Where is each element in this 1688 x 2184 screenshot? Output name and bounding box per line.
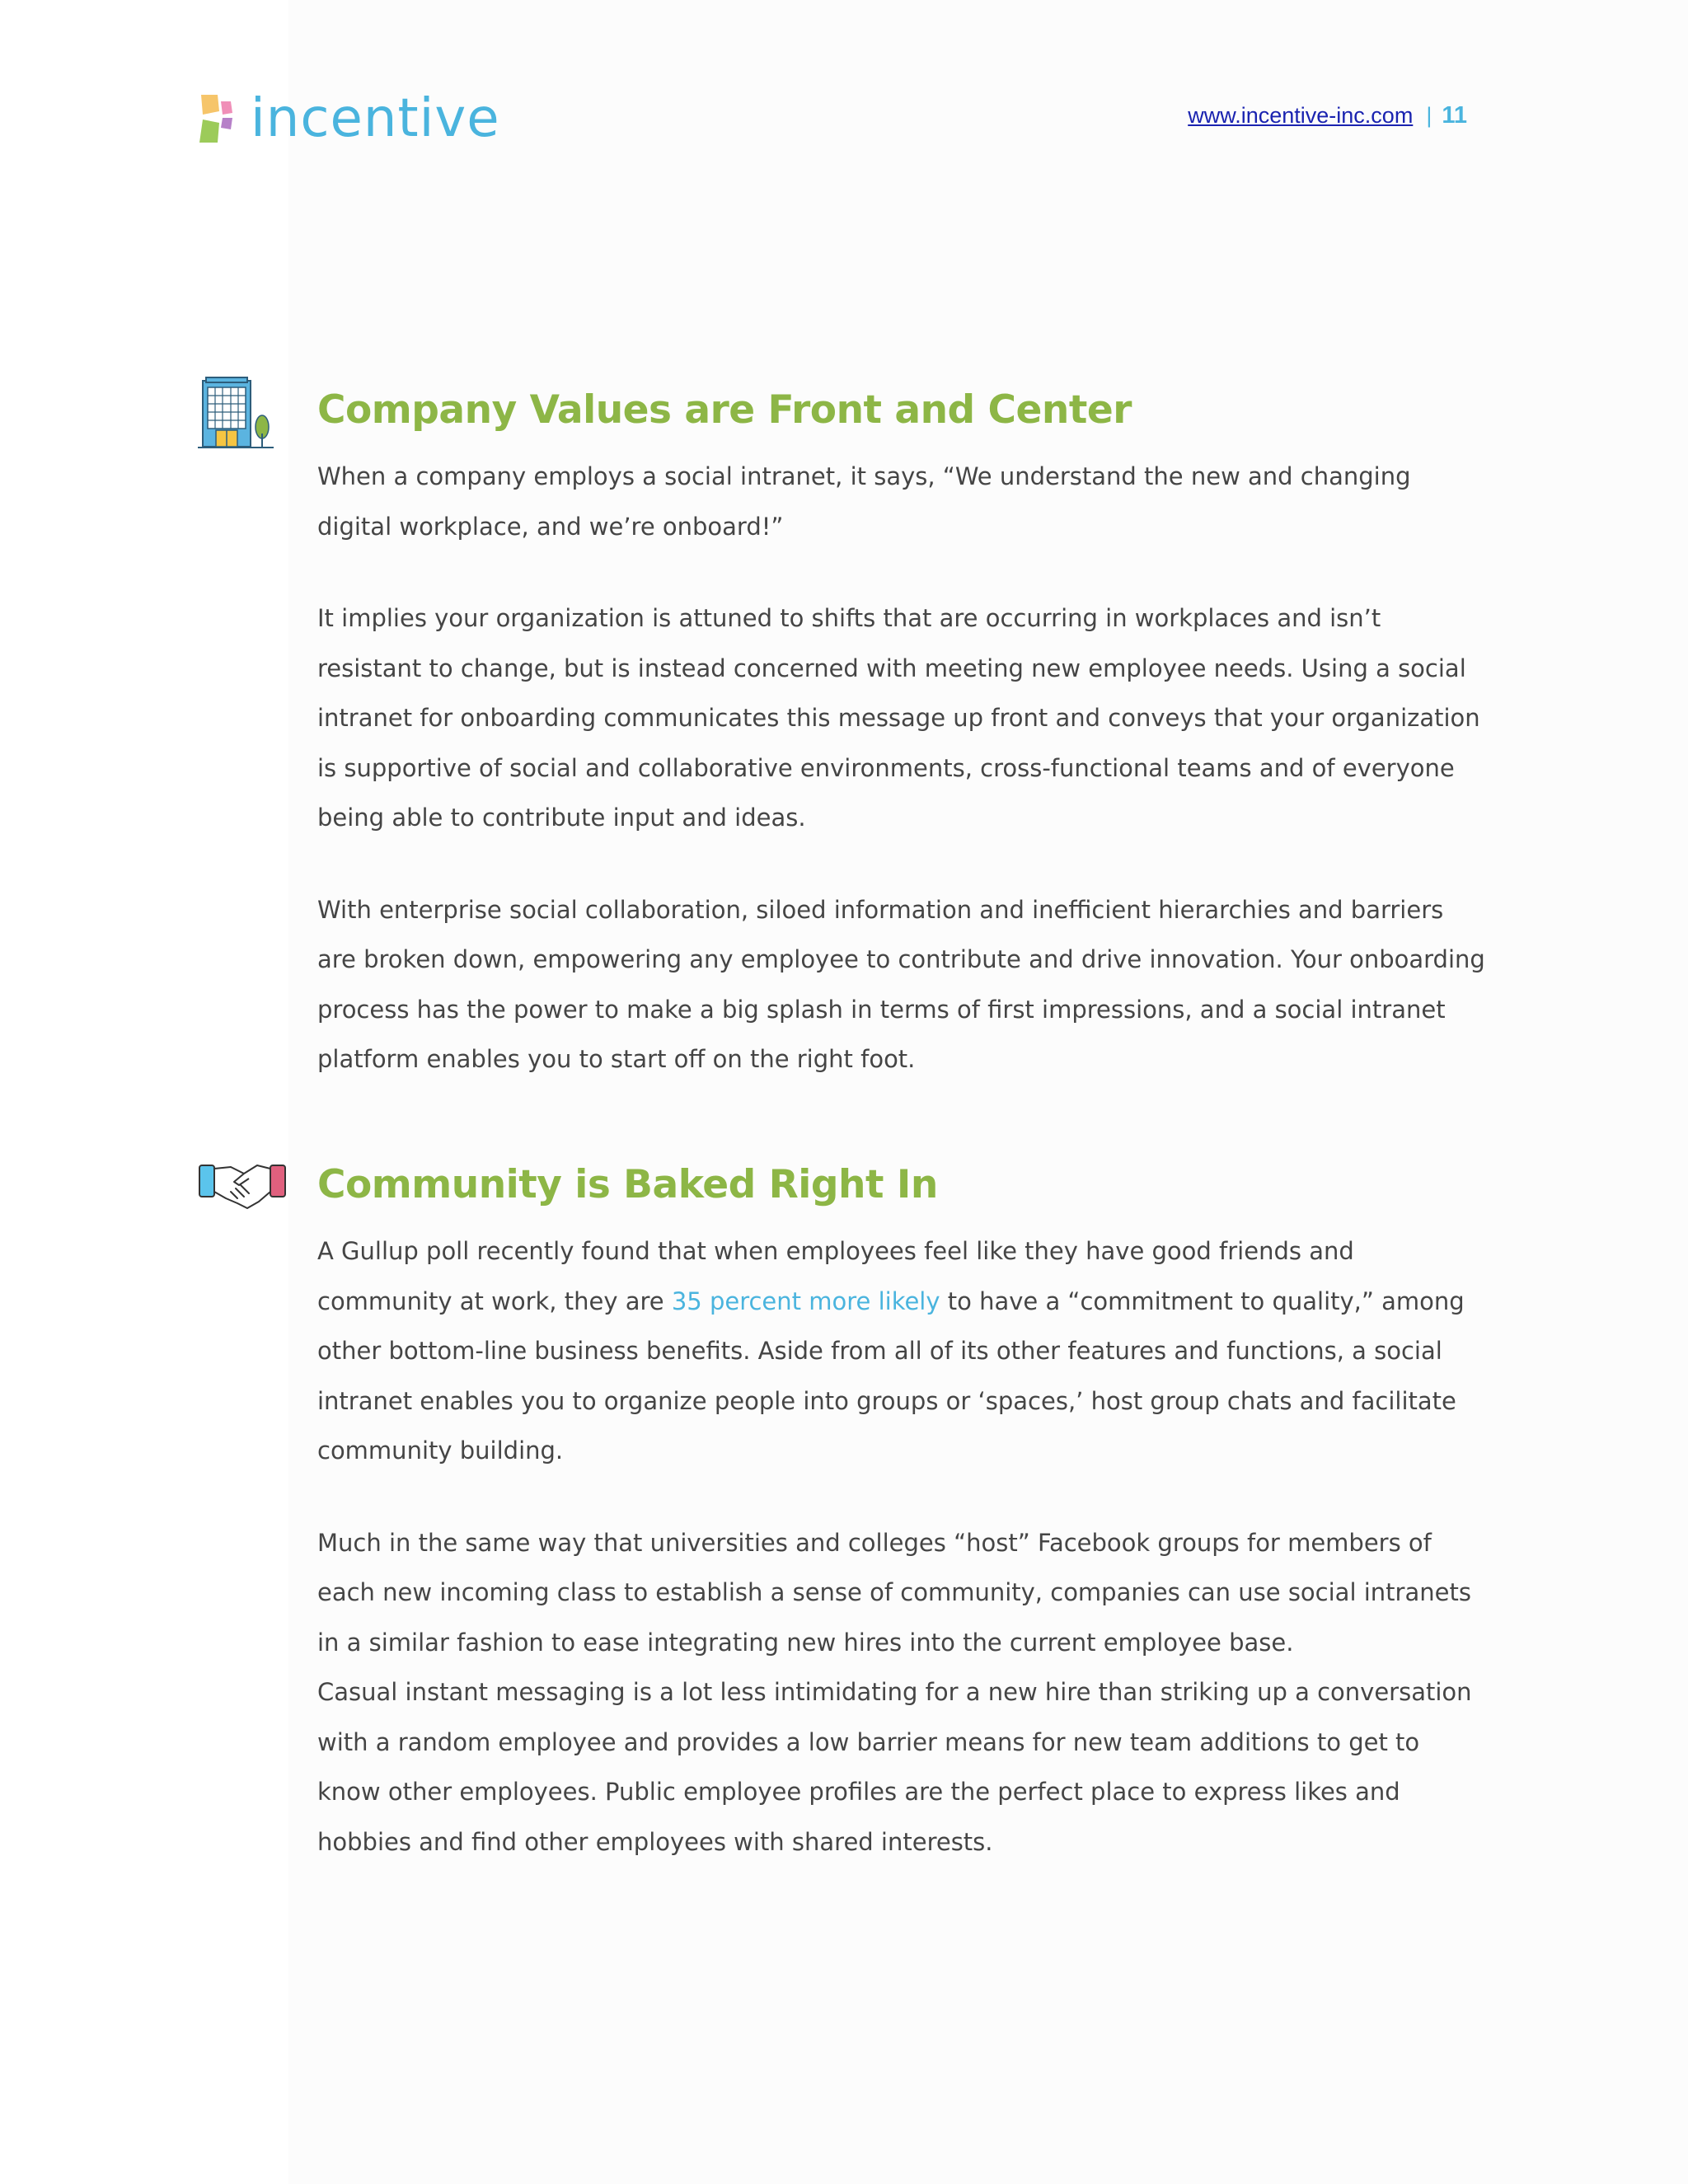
page-header-meta — [1188, 102, 1467, 129]
website-link[interactable]: www.incentive-inc.com — [1188, 103, 1414, 128]
incentive-logo[interactable] — [198, 89, 500, 148]
gallup-poll-link[interactable]: 35 percent more likely — [671, 1286, 940, 1315]
section-title-company-values: Company Values are Front and Center — [317, 387, 1132, 433]
paragraph: With enterprise social collaboration, siloed information and inefficient hierarchies and barriers are broken down, empowering any employee to contribute and drive innovation. Your onboarding process has the power to make a big splash in terms of first impressions, and a social intranet platform enables you to start off on the right foot. — [317, 895, 1485, 1073]
paragraph: A Gullup poll recently found that when employees feel like they have good friends and community at work, they are 35 percent more likely to have a “commitment to quality,” among other bottom-line business benefits. Aside from all of its other features and functions, a social intranet enables you to organize people into groups or ‘spaces,’ host group chats and facilitate community building. — [317, 1237, 1465, 1465]
paragraph: Casual instant messaging is a lot less intimidating for a new hire than striking up a conversation with a random employee and provides a low barrier means for new team additions to get to know other employees. Public employee profiles are the perfect place to express likes and hobbies and find other employees with shared interests. — [317, 1678, 1472, 1856]
paragraph: When a company employs a social intranet, it says, “We understand the new and changing digital workplace, and we’re onboard!” — [317, 462, 1411, 541]
section-title-community: Community is Baked Right In — [317, 1162, 938, 1207]
section-body-community — [317, 1226, 1488, 1909]
page-number: 11 — [1442, 102, 1467, 129]
office-building-icon — [198, 376, 274, 452]
logo-mark-icon — [198, 93, 246, 144]
section-body-company-values — [317, 452, 1488, 1127]
paragraph: It implies your organization is attuned to shifts that are occurring in workplaces and isn’t resistant to change, but is instead concerned with meeting new employee needs. Using a social intranet for onboarding communicates this message up front and conveys that your organization is supportive of social and collaborative environments, cross-functional teams and of everyone being able to contribute input and ideas. — [317, 604, 1480, 832]
paragraph: Much in the same way that universities and colleges “host” Facebook groups for members of each new incoming class to establish a sense of community, companies can use social intranets in a similar fashion to ease integrating new hires into the current employee base. — [317, 1528, 1471, 1657]
handshake-icon — [198, 1159, 290, 1212]
logo-wordmark: incentive — [251, 88, 500, 149]
header-separator: | — [1426, 103, 1432, 128]
